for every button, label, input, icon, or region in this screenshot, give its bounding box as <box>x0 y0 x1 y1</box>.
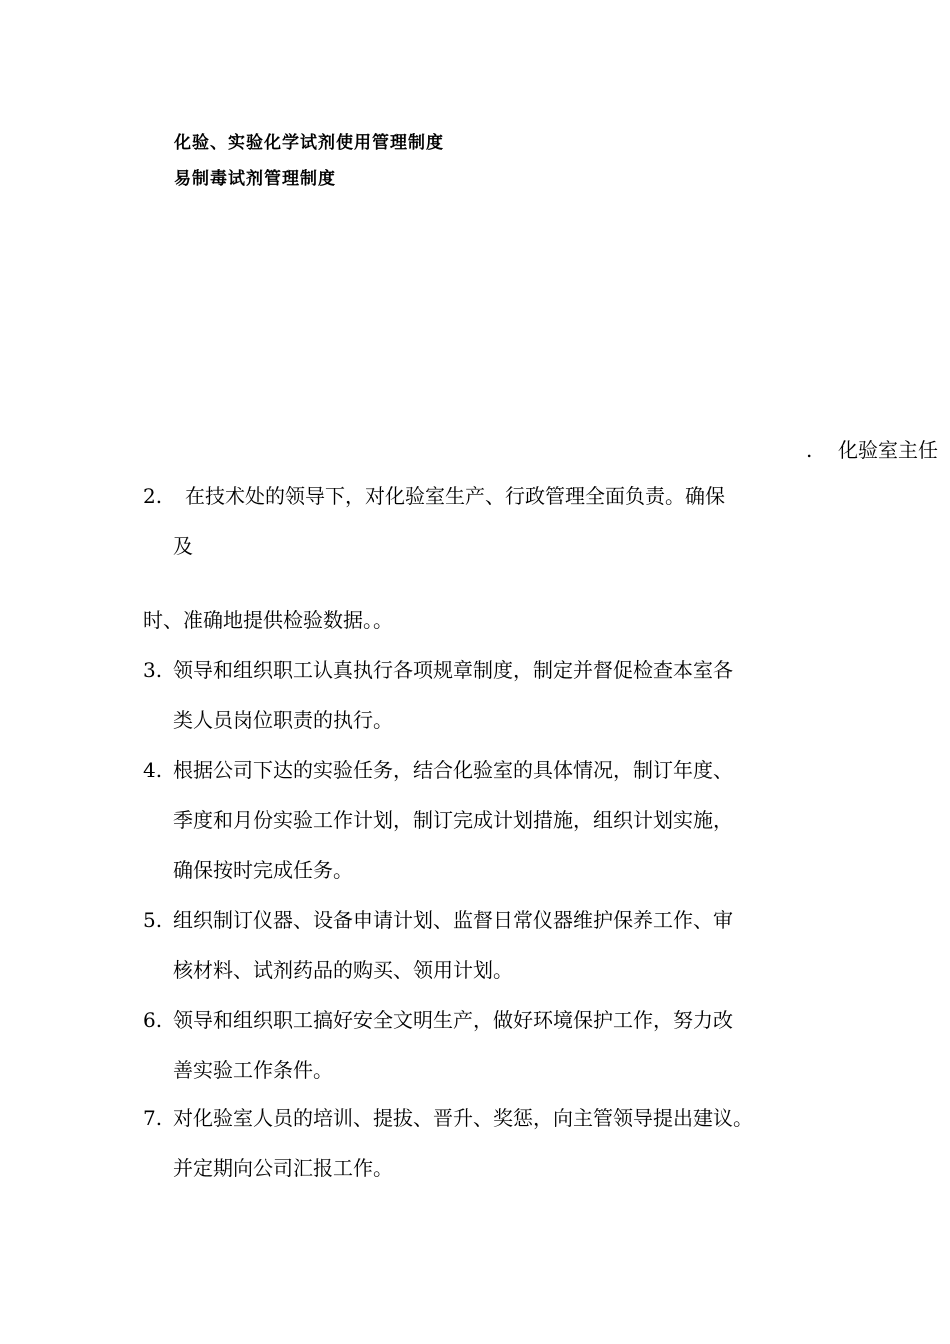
list-item-text: 对化验室人员的培训、提拔、晋升、奖惩，向主管领导提出建议。 <box>173 1106 753 1130</box>
list-item-6-line-1 <box>143 1010 733 1030</box>
list-item-text: 根据公司下达的实验任务，结合化验室的具体情况，制订年度、 <box>173 758 733 782</box>
list-item-5-line-2: 核材料、试剂药品的购买、领用计划。 <box>173 958 513 982</box>
list-item-5-line-1 <box>143 910 733 930</box>
list-item-7-line-1 <box>143 1108 753 1128</box>
list-item-number: 6. <box>143 1008 163 1032</box>
list-item-text: 领导和组织职工搞好安全文明生产，做好环境保护工作，努力改 <box>173 1008 733 1032</box>
list-item-3-line-1 <box>143 660 733 680</box>
paragraph-continuation: 时、准确地提供检验数据。。 <box>143 608 393 632</box>
list-item-number: 3. <box>143 658 163 682</box>
list-item-2-line-1 <box>143 486 725 506</box>
list-item-text: 领导和组织职工认真执行各项规章制度，制定并督促检查本室各 <box>173 658 733 682</box>
list-item-text: 组织制订仪器、设备申请计划、监督日常仪器维护保养工作、审 <box>173 908 733 932</box>
list-item-3-line-2: 类人员岗位职责的执行。 <box>173 708 393 732</box>
list-item-2-line-2: 及 <box>173 534 193 558</box>
list-item-4-line-1 <box>143 760 733 780</box>
list-item-4-line-2: 季度和月份实验工作计划，制订完成计划措施，组织计划实施， <box>173 808 733 832</box>
list-item-4-line-3: 确保按时完成任务。 <box>173 858 353 882</box>
section-heading <box>806 434 938 463</box>
list-item-number: 7. <box>143 1106 163 1130</box>
list-item-number: 2. <box>143 484 163 508</box>
toc-entry-reagent-usage[interactable]: 化验、实验化学试剂使用管理制度 <box>174 133 444 153</box>
list-item-number: 5. <box>143 908 163 932</box>
list-item-text: 在技术处的领导下，对化验室生产、行政管理全面负责。确保 <box>185 484 725 508</box>
section-bullet: . <box>806 438 813 462</box>
toc-entry-precursor-reagents[interactable]: 易制毒试剂管理制度 <box>174 169 336 189</box>
list-item-number: 4. <box>143 758 163 782</box>
section-title: 化验室主任 <box>838 438 938 462</box>
list-item-7-line-2: 并定期向公司汇报工作。 <box>173 1156 393 1180</box>
list-item-6-line-2: 善实验工作条件。 <box>173 1058 333 1082</box>
